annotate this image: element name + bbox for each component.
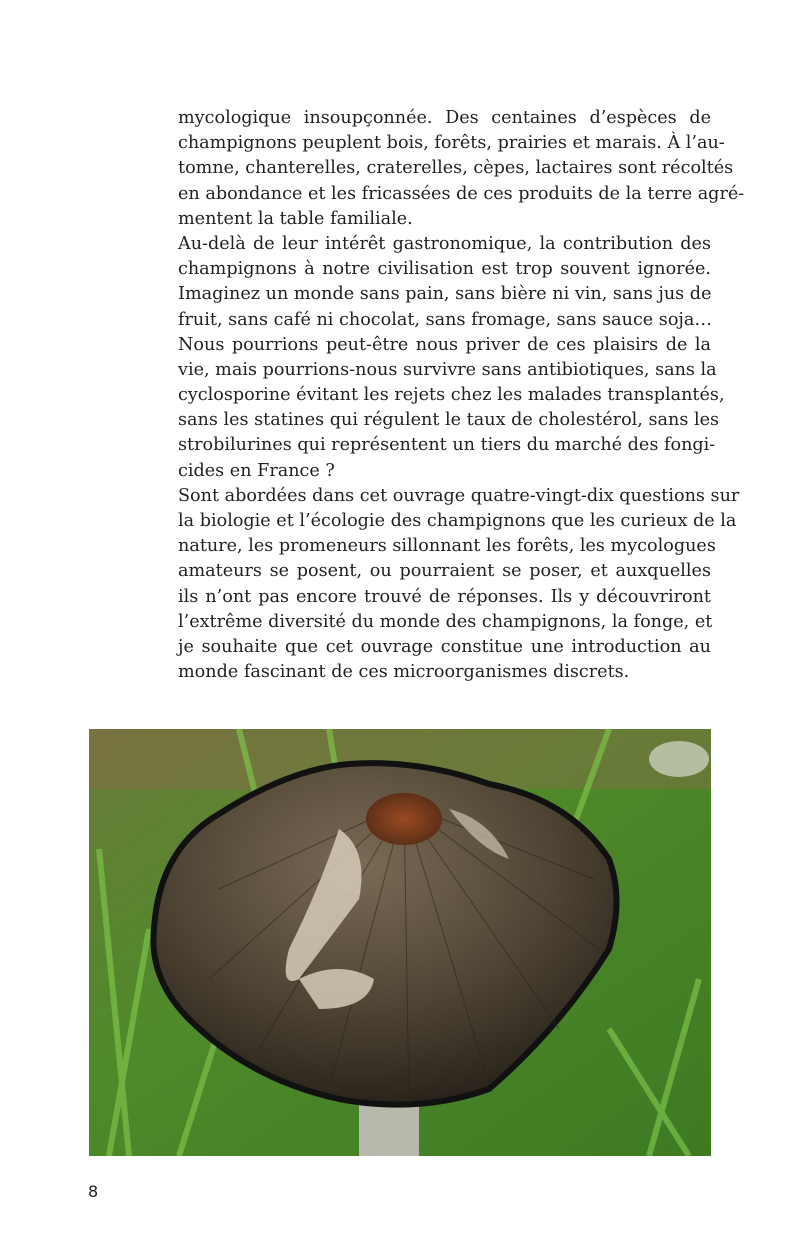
- text-line: fruit, sans café ni chocolat, sans fromage, sans sauce soja…: [178, 309, 712, 330]
- text-line: cides en France ?: [178, 460, 335, 481]
- text-line: nature, les promeneurs sillonnant les forêts, les mycologues: [178, 536, 716, 557]
- text-line: Imaginez un monde sans pain, sans bière ni vin, sans jus de: [178, 284, 712, 305]
- text-line: champignons peuplent bois, forêts, prairies et marais. À l’au-: [178, 133, 725, 154]
- text-line: ils n’ont pas encore trouvé de réponses. Ils y découvriront: [178, 586, 711, 607]
- text-line: la biologie et l’écologie des champignons que les curieux de la: [178, 511, 737, 531]
- text-line: vie, mais pourrions-nous survivre sans antibiotiques, sans la: [178, 359, 717, 380]
- page-number: 8: [88, 1182, 99, 1201]
- text-line: Sont abordées dans cet ouvrage quatre-vingt-dix questions sur: [178, 485, 740, 506]
- text-line: je souhaite que cet ouvrage constitue une introduction au: [178, 636, 711, 657]
- text-line: l’extrême diversité du monde des champignons, la fonge, et: [178, 611, 713, 632]
- text-line: sans les statines qui régulent le taux de cholestérol, sans les: [178, 410, 720, 431]
- text-line: strobilurines qui représentent un tiers du marché des fongi-: [178, 435, 716, 456]
- body-text: [178, 106, 745, 685]
- mushroom-photo: [89, 729, 711, 1156]
- text-line: Au-delà de leur intérêt gastronomique, la contribution des: [178, 233, 711, 254]
- text-line: mentent la table familiale.: [178, 208, 413, 229]
- text-line: monde fascinant de ces microorganismes discrets.: [178, 662, 630, 683]
- text-line: en abondance et les fricassées de ces produits de la terre agré-: [178, 183, 745, 204]
- text-line: cyclosporine évitant les rejets chez les malades transplantés,: [178, 385, 725, 406]
- text-line: amateurs se posent, ou pourraient se poser, et auxquelles: [178, 561, 711, 582]
- text-line: champignons à notre civilisation est trop souvent ignorée.: [178, 259, 711, 280]
- text-line: Nous pourrions peut-être nous priver de ces plaisirs de la: [178, 334, 711, 355]
- text-line: mycologique insoupçonnée. Des centaines d’espèces de: [178, 108, 711, 128]
- text-line: tomne, chanterelles, craterelles, cèpes, lactaires sont récoltés: [178, 158, 734, 179]
